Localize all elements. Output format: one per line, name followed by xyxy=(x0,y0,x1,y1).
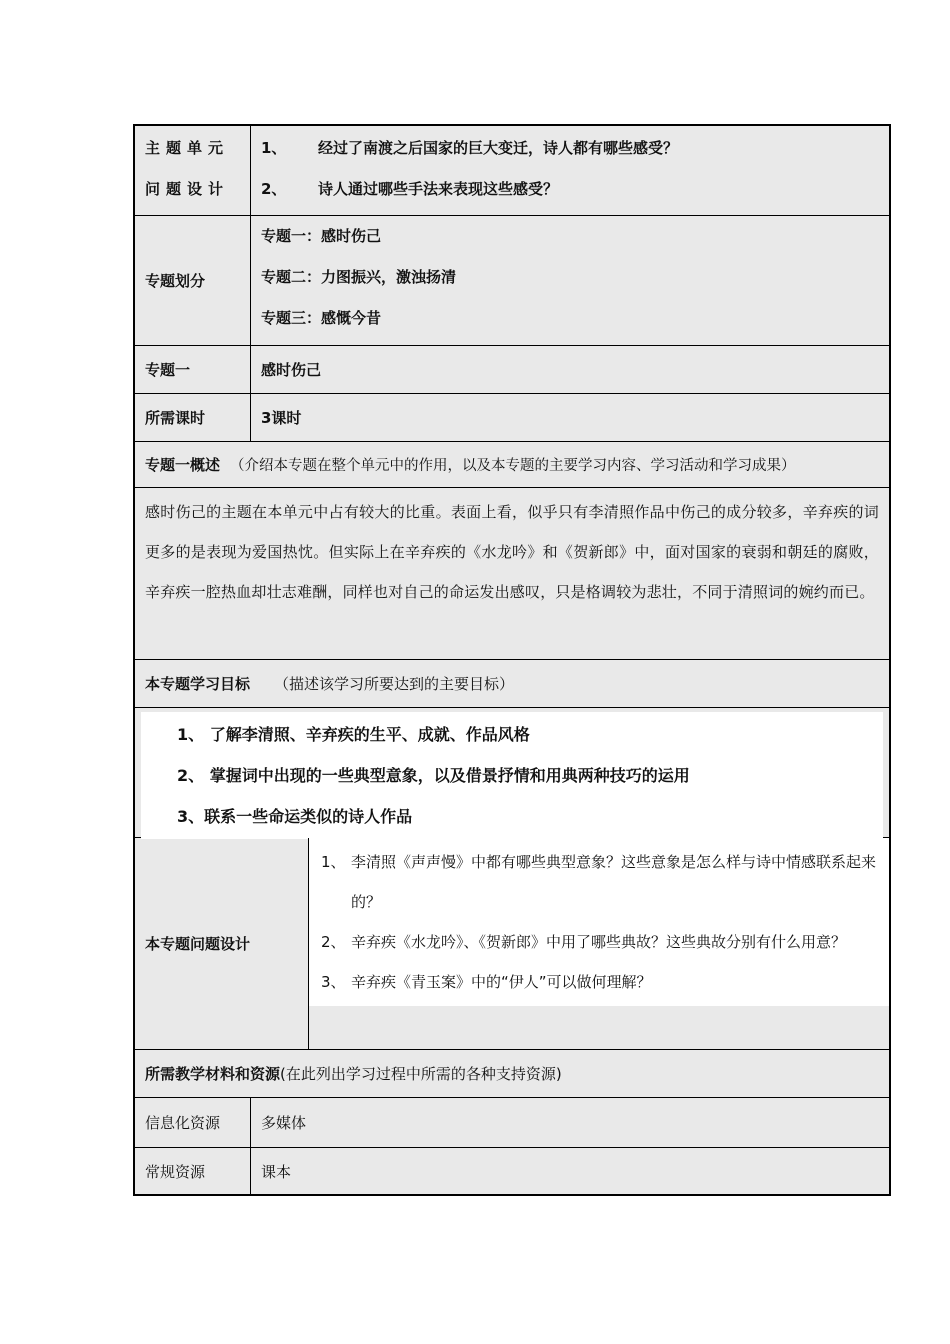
topic-item: 专题三：感慨今昔 xyxy=(261,309,382,327)
unit-questions-row xyxy=(135,126,889,216)
topic-one-row xyxy=(135,346,889,394)
resource-row xyxy=(135,1148,889,1194)
goal-item: 3、联系一些命运类似的诗人作品 xyxy=(177,807,413,826)
resources-header-row xyxy=(135,1050,889,1098)
goal-item: 2、 掌握词中出现的一些典型意象，以及借景抒情和用典两种技巧的运用 xyxy=(177,766,690,785)
topic-one-label: 专题一 xyxy=(135,346,251,393)
resources-label: 所需教学材料和资源 xyxy=(145,1065,281,1083)
topic-division-row xyxy=(135,216,889,346)
overview-header-row xyxy=(135,442,889,488)
unit-questions-list xyxy=(251,126,889,215)
problem-design-label: 本专题问题设计 xyxy=(135,838,309,1049)
unit-question-text: 诗人通过哪些手法来表现这些感受？ xyxy=(318,180,559,198)
hours-row xyxy=(135,394,889,442)
overview-text: 感时伤己的主题在本单元中占有较大的比重。表面上看，似乎只有李清照作品中伤己的成分较多，辛弃疾的词更多的是表现为爱国热忱。但实际上在辛弃疾的《水龙吟》和《贺新郎》中，面对国家的衰弱和朝廷的腐败，辛弃疾一腔热血却壮志难酬，同样也对自己的命运发出感叹，只是格调较为悲壮，不同于清照词的婉约而已。 xyxy=(145,503,879,601)
topic-item: 专题二：力图振兴，激浊扬清 xyxy=(261,268,457,286)
topic-division-list xyxy=(251,216,889,345)
resources-note: (在此列出学习过程中所需的各种支持资源) xyxy=(280,1065,562,1083)
problem-design-row xyxy=(135,838,889,1050)
problem-design-cell xyxy=(309,838,889,1049)
overview-header xyxy=(135,442,889,487)
unit-question-item xyxy=(261,128,879,169)
unit-question-number: 2、 xyxy=(261,180,287,198)
overview-label: 专题一概述 xyxy=(145,456,221,474)
unit-questions-label-text: 主题单元问题设计 xyxy=(145,139,230,198)
goals-list-row xyxy=(135,708,889,838)
problem-item xyxy=(321,922,879,962)
problem-number: 1、 xyxy=(321,853,346,871)
problem-text: 李清照《声声慢》中都有哪些典型意象？这些意象是怎么样与诗中情感联系起来的？ xyxy=(351,853,877,911)
problem-number: 2、 xyxy=(321,933,346,951)
resource-type-label: 常规资源 xyxy=(135,1148,251,1194)
unit-question-number: 1、 xyxy=(261,139,287,157)
problem-item xyxy=(321,962,879,1002)
goals-list xyxy=(141,712,883,839)
resource-value: 课本 xyxy=(261,1162,292,1181)
lesson-plan-table xyxy=(133,124,891,1196)
topic-division-label: 专题划分 xyxy=(135,216,251,345)
resource-value: 多媒体 xyxy=(261,1114,307,1132)
goal-item: 1、 了解李清照、辛弃疾的生平、成就、作品风格 xyxy=(177,725,530,744)
problem-item xyxy=(321,842,879,922)
unit-questions-label xyxy=(135,126,251,215)
problem-number: 3、 xyxy=(321,973,346,991)
unit-question-text: 经过了南渡之后国家的巨大变迁，诗人都有哪些感受？ xyxy=(318,139,679,157)
goals-label: 本专题学习目标 xyxy=(145,675,251,693)
unit-question-item xyxy=(261,169,879,210)
hours-label: 所需课时 xyxy=(135,394,251,441)
goals-note: （描述该学习所要达到的主要目标） xyxy=(274,675,515,693)
overview-text-row xyxy=(135,488,889,660)
goals-header-row xyxy=(135,660,889,708)
resource-type-label: 信息化资源 xyxy=(135,1098,251,1147)
resource-row xyxy=(135,1098,889,1148)
resources-header xyxy=(135,1050,889,1097)
problem-design-list xyxy=(309,838,889,1006)
topic-item: 专题一：感时伤己 xyxy=(261,227,382,245)
overview-note: （介绍本专题在整个单元中的作用，以及本专题的主要学习内容、学习活动和学习成果） xyxy=(230,458,796,474)
goals-header xyxy=(135,660,889,707)
problem-text: 辛弃疾《水龙吟》、《贺新郎》中用了哪些典故？这些典故分别有什么用意？ xyxy=(351,933,847,951)
hours-value: 3课时 xyxy=(261,409,302,427)
problem-text: 辛弃疾《青玉案》中的“伊人”可以做何理解？ xyxy=(351,973,652,991)
goals-list-cell xyxy=(135,708,889,837)
topic-one-value: 感时伤己 xyxy=(261,361,322,379)
